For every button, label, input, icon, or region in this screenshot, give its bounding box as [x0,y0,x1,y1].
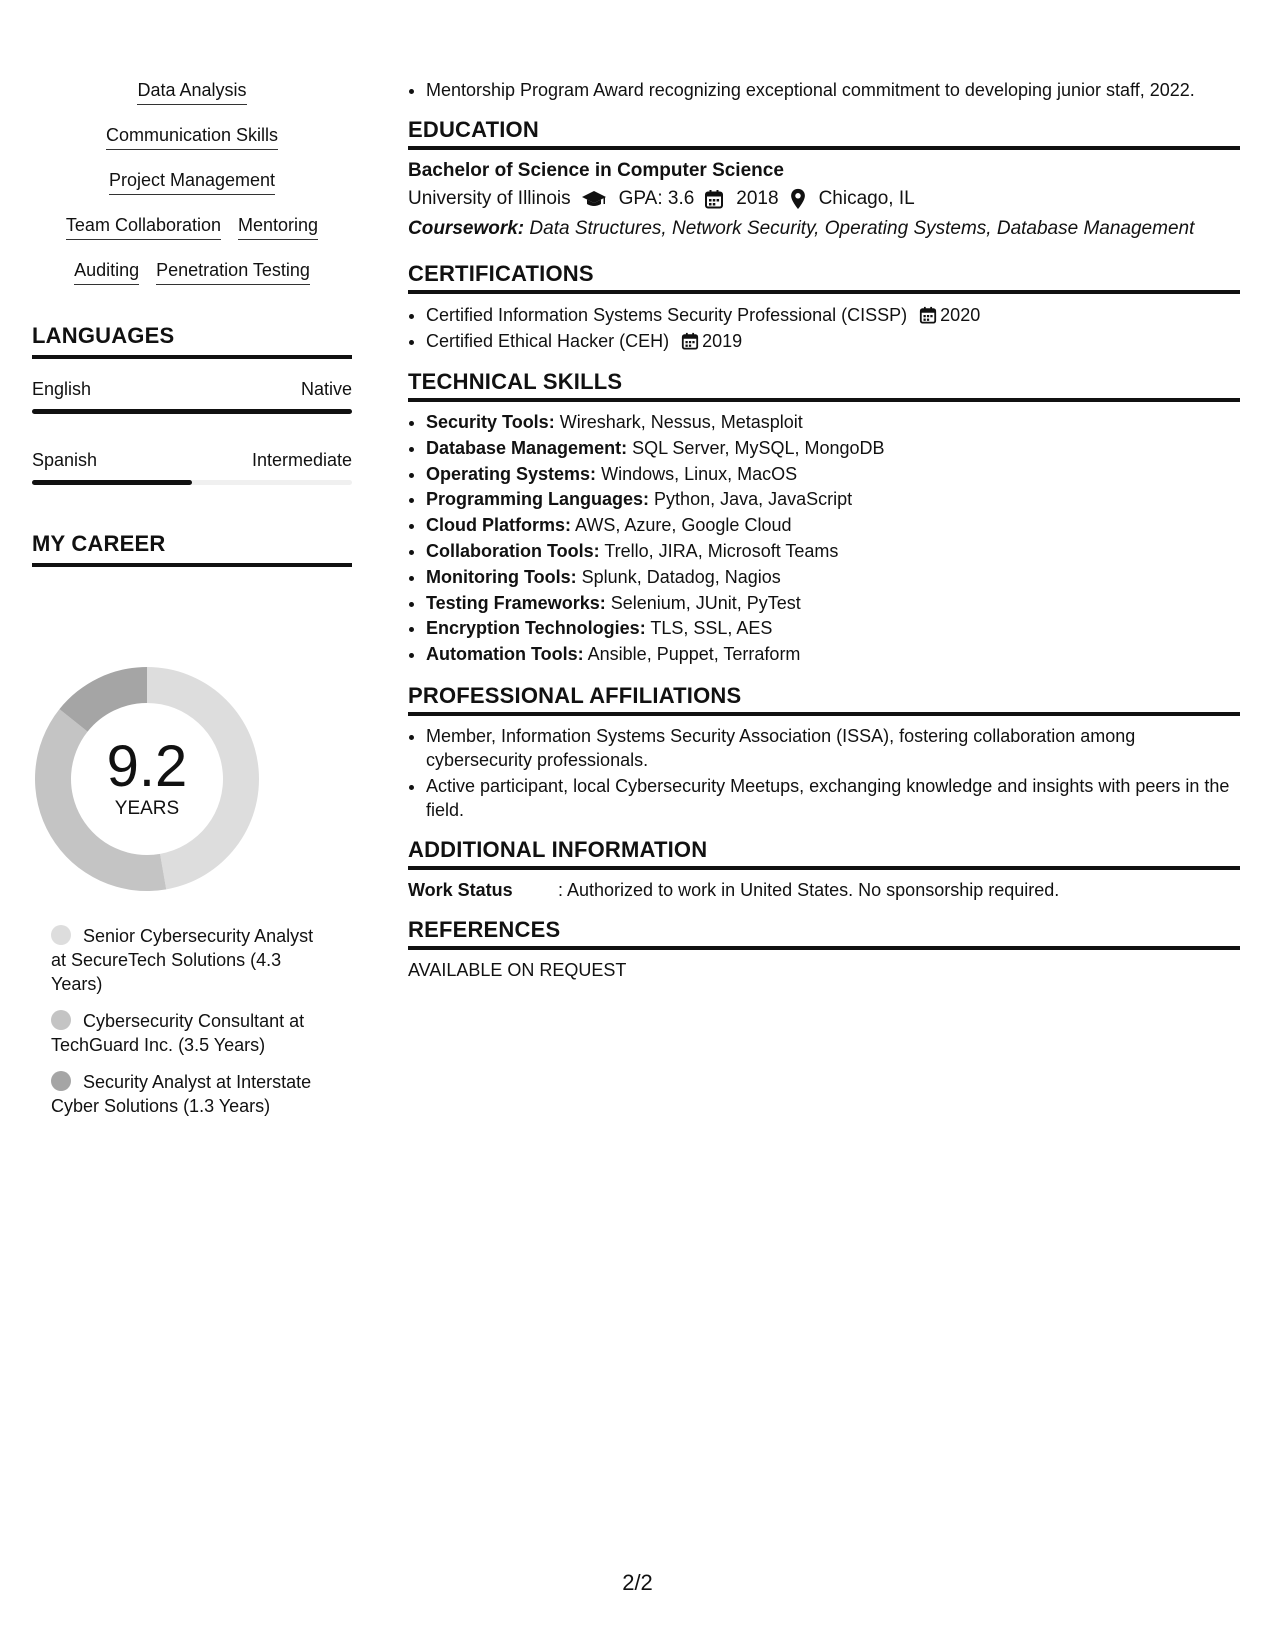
technical-skill-values: Python, Java, JavaScript [654,489,853,510]
technical-skill-item [426,513,1240,539]
affiliation-item: • Member, Information Systems Security Association (ISSA), fostering collaboration among cybersecurity professionals. [426,724,1240,772]
technical-skill-category: Collaboration Tools: [426,540,600,561]
certifications-list [408,302,1240,354]
affiliations-heading: PROFESSIONAL AFFILIATIONS [408,684,1240,716]
technical-skill-values: Trello, JIRA, Microsoft Teams [604,540,839,561]
technical-skill-values: TLS, SSL, AES [650,618,773,639]
certification-year: 2020 [940,305,981,325]
work-status-value: : Authorized to work in United States. No sponsorship required. [558,879,1060,900]
left-column [32,78,352,567]
skill-tag: Penetration Testing [156,258,310,285]
certification-item [426,328,1240,354]
language-row [32,448,352,472]
work-status-label: Work Status [408,879,513,900]
skill-tag: Mentoring [238,213,318,240]
references-heading: REFERENCES [408,918,1240,950]
career-section [32,531,352,567]
career-role-label: Security Analyst at Interstate Cyber Solutions (1.3 Years) [51,1072,312,1116]
technical-skills-heading: TECHNICAL SKILLS [408,370,1240,402]
career-role-item [51,1070,331,1118]
award-item: • Mentorship Program Award recognizing exceptional commitment to developing junior staff, 2022. [426,78,1240,102]
technical-skill-values: Windows, Linux, MacOS [601,463,798,484]
language-name: Spanish [32,450,98,470]
calendar-icon [919,306,937,324]
language-row [32,377,352,401]
career-role-item [51,924,331,996]
legend-dot [51,1010,71,1030]
career-total-years: 9.2 [106,734,188,799]
technical-skill-category: Security Tools: [426,412,555,432]
language-name: English [32,379,92,399]
language-proficiency-bar [32,480,352,485]
technical-skill-category: Encryption Technologies: [426,618,646,639]
skill-tag: Auditing [74,258,139,285]
degree-title: Bachelor of Science in Computer Science [408,160,784,181]
school-location: Chicago, IL [818,188,915,209]
technical-skill-values: Splunk, Datadog, Nagios [581,566,781,587]
career-role-label: Senior Cybersecurity Analyst at SecureTech Solutions (4.3 Years) [51,926,314,994]
technical-skill-item [426,436,1240,462]
skill-tag: Communication Skills [106,123,278,150]
technical-skill-category: Monitoring Tools: [426,566,577,587]
technical-skill-item [426,539,1240,565]
certification-name: Certified Ethical Hacker (CEH) [426,331,670,351]
legend-dot [51,1071,71,1091]
technical-skill-item [426,642,1240,668]
technical-skill-item [426,591,1240,617]
certification-item [426,302,1240,328]
education-heading: EDUCATION [408,118,1240,150]
skills-tags [32,78,352,303]
skill-row [32,78,352,123]
certifications-heading: CERTIFICATIONS [408,262,1240,294]
skill-row [32,213,352,258]
school-name: University of Illinois [408,188,571,209]
legend-dot [51,925,71,945]
graduation-year: 2018 [736,188,779,209]
skill-tag: Project Management [109,168,275,195]
language-proficiency-fill [32,409,352,414]
technical-skill-values: Ansible, Puppet, Terraform [587,644,801,665]
affiliation-item: • Active participant, local Cybersecurity Meetups, exchanging knowledge and insights with peers in the field. [426,774,1240,822]
language-proficiency-bar [32,409,352,414]
coursework-list: Data Structures, Network Security, Operating Systems, Database Management [529,218,1195,239]
technical-skill-values: Wireshark, Nessus, Metasploit [559,412,803,432]
calendar-icon [704,188,724,210]
career-donut-chart [32,664,262,894]
technical-skill-values: Selenium, JUnit, PyTest [610,592,801,613]
career-role-label: Cybersecurity Consultant at TechGuard Inc. (3.5 Years) [51,1011,305,1055]
languages-list [32,377,352,485]
skill-row [32,168,352,213]
technical-skill-item [426,616,1240,642]
right-column [408,78,1240,982]
languages-section [32,323,352,485]
work-status-row [408,878,1240,902]
certification-name: Certified Information Systems Security Professional (CISSP) [426,305,908,325]
career-years-unit: YEARS [114,798,180,819]
language-level: Native [300,379,352,399]
affiliations-list [408,724,1240,822]
technical-skill-item [426,487,1240,513]
skill-tag: Team Collaboration [66,213,221,240]
language-level: Intermediate [251,450,352,470]
technical-skill-category: Programming Languages: [426,489,650,510]
technical-skill-values: AWS, Azure, Google Cloud [575,515,792,536]
language-proficiency-fill [32,480,192,485]
career-heading: MY CAREER [32,531,352,567]
technical-skills-list [408,410,1240,668]
technical-skill-item [426,462,1240,488]
skill-row [32,258,352,303]
awards-list [408,78,1240,102]
certification-year: 2019 [702,331,743,351]
graduation-cap-icon [581,188,607,210]
additional-info-heading: ADDITIONAL INFORMATION [408,838,1240,870]
career-role-item [51,1009,331,1057]
technical-skill-values: SQL Server, MySQL, MongoDB [632,437,885,458]
page-number: 2/2 [622,1570,653,1595]
coursework-label: Coursework: [408,218,525,239]
technical-skill-category: Automation Tools: [426,644,584,665]
references-text: AVAILABLE ON REQUEST [408,959,627,980]
gpa: GPA: 3.6 [618,188,695,209]
technical-skill-category: Operating Systems: [426,463,597,484]
technical-skill-category: Testing Frameworks: [426,592,606,613]
career-legend [51,924,331,1131]
technical-skill-category: Database Management: [426,437,628,458]
languages-heading: LANGUAGES [32,323,352,359]
coursework [408,214,1240,244]
map-pin-icon [789,188,807,210]
education-details [408,184,1240,214]
technical-skill-category: Cloud Platforms: [426,515,572,536]
technical-skill-item [426,410,1240,436]
technical-skill-item [426,565,1240,591]
skill-tag: Data Analysis [137,78,246,105]
calendar-icon [681,332,699,350]
skill-row [32,123,352,168]
